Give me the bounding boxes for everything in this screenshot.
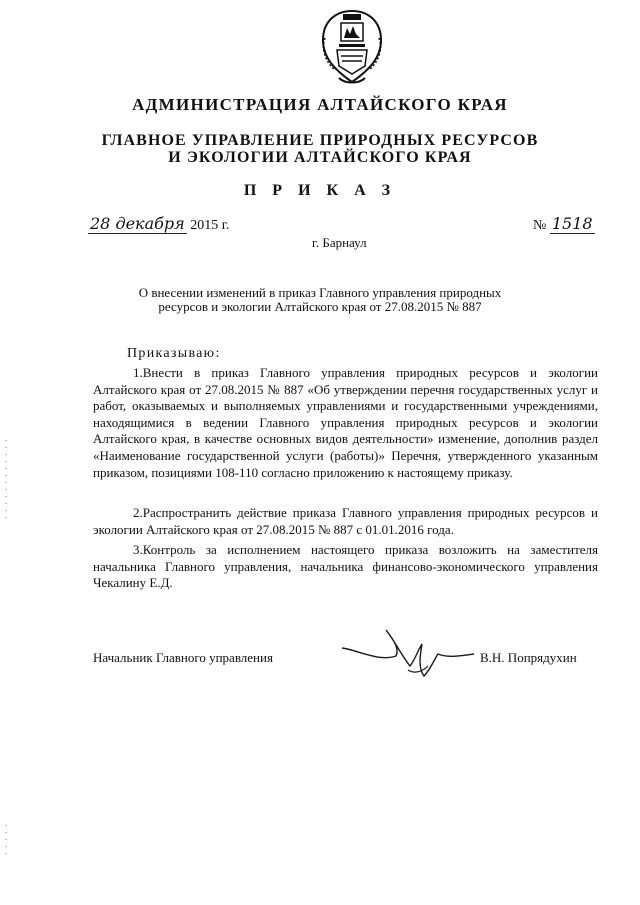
handwritten-signature (338, 626, 478, 686)
coat-of-arms-emblem (317, 8, 387, 88)
city: г. Барнаул (312, 235, 367, 250)
scan-margin-dots (5, 440, 7, 520)
administration-title: АДМИНИСТРАЦИЯ АЛТАЙСКОГО КРАЯ (132, 95, 508, 114)
paragraph-2: 2.Распространить действие приказа Главного управления природных ресурсов и экологии Алтайского края от 27.08.2015 № 887 с 01.01.2016 года. (93, 505, 598, 537)
document-type: П Р И К А З (243, 182, 397, 199)
department-title-line2: И ЭКОЛОГИИ АЛТАЙСКОГО КРАЯ (168, 149, 472, 166)
order-word: Приказываю: (127, 346, 221, 361)
number-label: № (533, 218, 547, 233)
scan-margin-dots (5, 825, 7, 855)
handwritten-date: 28 декабря (90, 214, 185, 233)
subject-line1: О внесении изменений в приказ Главного управления природных (138, 285, 502, 300)
subject-line2: ресурсов и экологии Алтайского края от 27.08.2015 № 887 (158, 299, 482, 314)
paragraph-3: 3.Контроль за исполнением настоящего приказа возложить на заместителя начальника Главного управления, начальника финансово-экономического управления Чекалину Е.Д. (93, 542, 598, 591)
order-subject (0, 286, 640, 314)
paragraph-1: 1.Внести в приказ Главного управления природных ресурсов и экологии Алтайского края от 27.08.2015 № 887 «Об утверждении перечня государственных услуг и работ, оказываемых и выполняемых управлениями и государственными учреждениями, находящимися в ведении Главного управления природных ресурсов и экологии Алтайского края, в качестве основных видов деятельности» изменение, дополнив раздел «Наименование государственной услуги (работы)» Перечня, утвержденного указанным приказом, позициями 108-110 согласно приложению к настоящему приказу. (93, 365, 598, 480)
signatory-title: Начальник Главного управления (93, 650, 273, 665)
signatory-name: В.Н. Попрядухин (480, 650, 577, 665)
order-date (88, 214, 229, 234)
handwritten-number: 1518 (551, 214, 593, 233)
order-number (533, 214, 595, 234)
department-title-line1: ГЛАВНОЕ УПРАВЛЕНИЕ ПРИРОДНЫХ РЕСУРСОВ (101, 132, 539, 149)
year-suffix: 2015 г. (190, 218, 230, 233)
